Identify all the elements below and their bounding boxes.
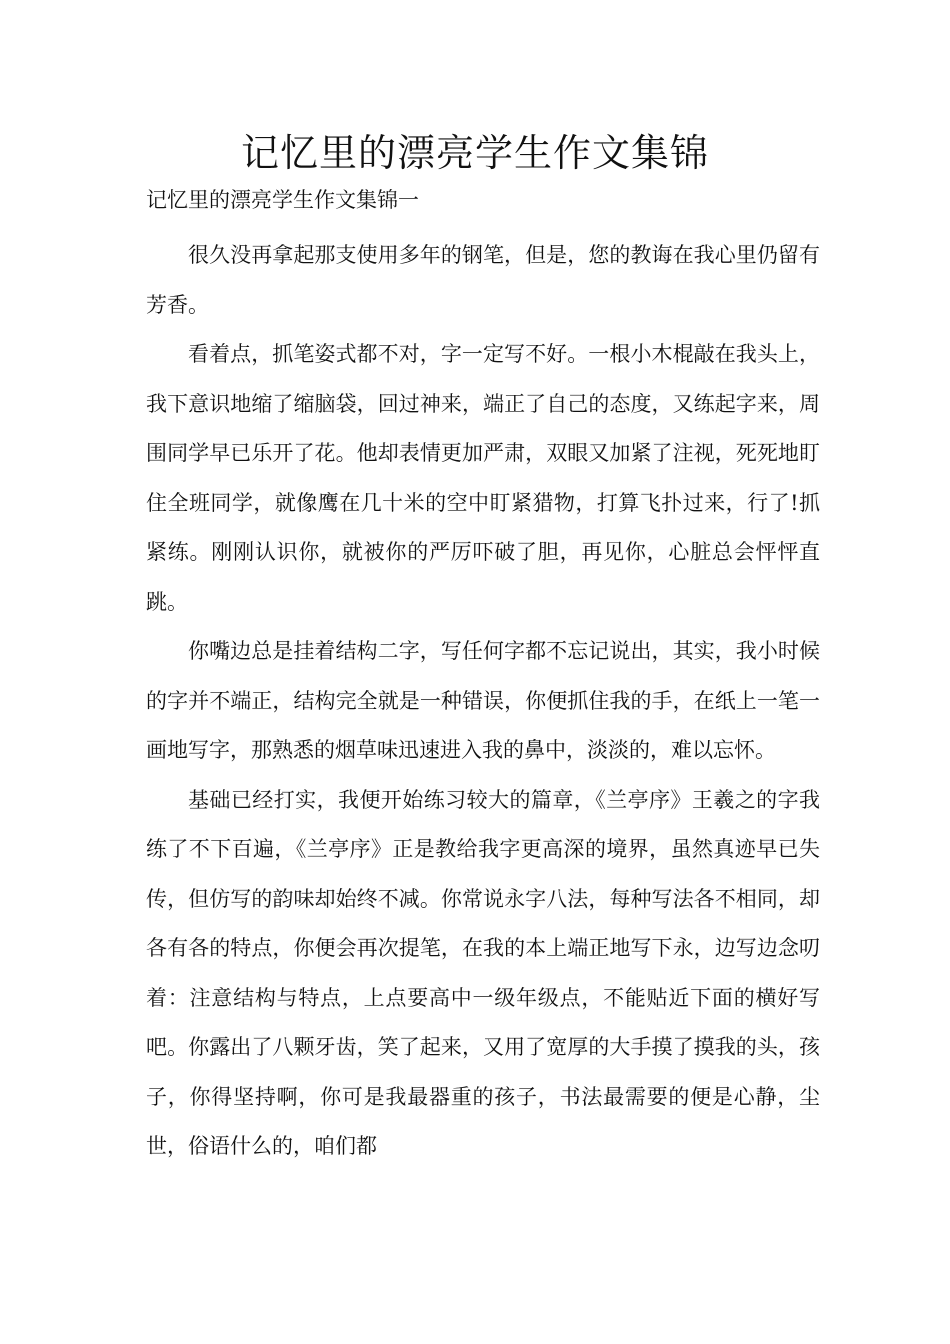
paragraph: 基础已经打实，我便开始练习较大的篇章，《兰亭序》王羲之的字我练了不下百遍，《兰亭序》正是教给我字更高深的境界，虽然真迹早已失传，但仿写的韵味却始终不减。你常说永字八法，每种写法各不相同，却各有各的特点，你便会再次提笔，在我的本上端正地写下永，边写边念叨着：注意结构与特点，上点要高中一级年级点，不能贴近下面的横好写吧。你露出了八颗牙齿，笑了起来，又用了宽厚的大手摸了摸我的头，孩子，你得坚持啊，你可是我最器重的孩子，书法最需要的便是心静，尘世，俗语什么的，咱们都 — [146, 787, 820, 1158]
document-body — [146, 231, 820, 1172]
document-subtitle: 记忆里的漂亮学生作文集锦一 — [146, 188, 419, 212]
paragraph: 你嘴边总是挂着结构二字，写任何字都不忘记说出，其实，我小时候的字并不端正，结构完全就是一种错误，你便抓住我的手，在纸上一笔一画地写字，那熟悉的烟草味迅速进入我的鼻中，淡淡的，难以忘怀。 — [146, 639, 820, 762]
document-title: 记忆里的漂亮学生作文集锦 — [240, 131, 709, 175]
paragraph: 很久没再拿起那支使用多年的钢笔，但是，您的教诲在我心里仍留有芳香。 — [146, 243, 820, 317]
paragraph: 看着点，抓笔姿式都不对，字一定写不好。一根小木棍敲在我头上，我下意识地缩了缩脑袋，回过神来，端正了自己的态度，又练起字来，周围同学早已乐开了花。他却表情更加严肃，双眼又加紧了注视，死死地盯住全班同学，就像鹰在几十米的空中盯紧猎物，打算飞扑过来，行了!抓紧练。刚刚认识你，就被你的严厉吓破了胆，再见你，心脏总会怦怦直跳。 — [146, 342, 820, 614]
